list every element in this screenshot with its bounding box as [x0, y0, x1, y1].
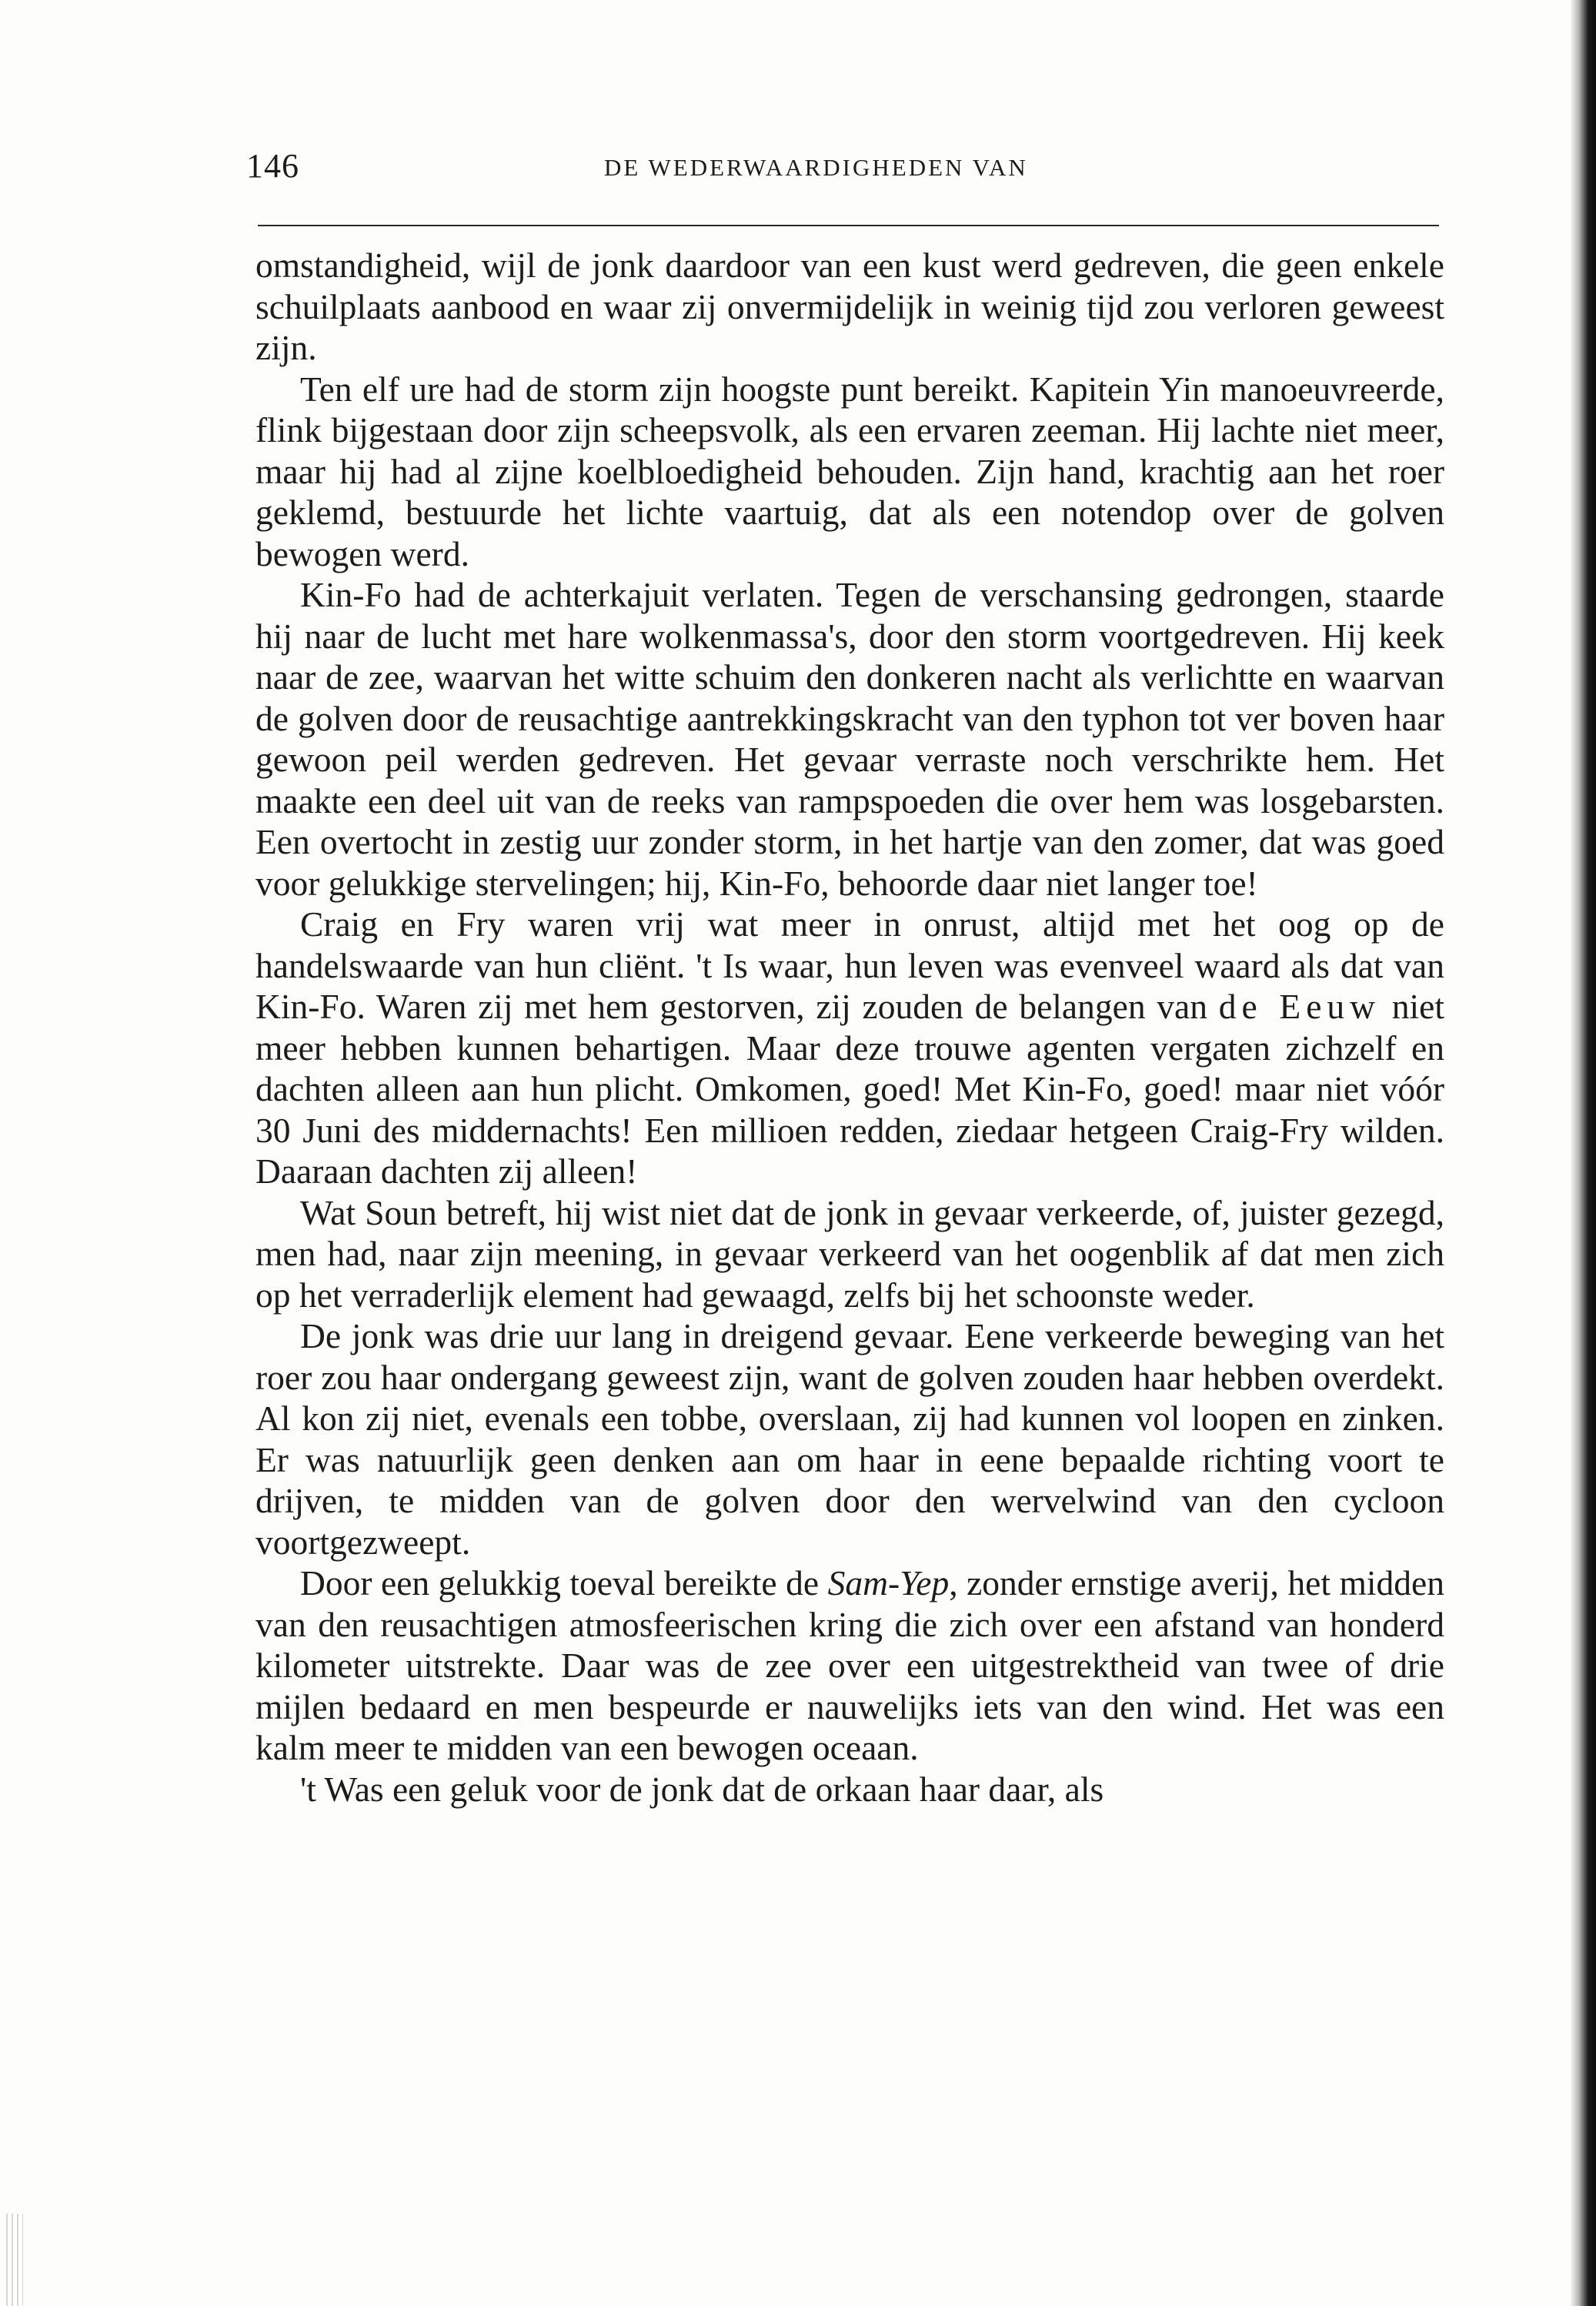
paragraph-text: Door een gelukkig toeval bereikte de — [300, 1563, 828, 1603]
paragraph: Wat Soun betreft, hij wist niet dat de jonk in gevaar verkeerde, of, juister gezegd, men had, naar zijn meening, in gevaar verkeerd van het oogenblik af dat men zich op het verraderlijk element had gewaagd, zelfs bij het schoonste weder. — [255, 1192, 1444, 1315]
scan-edge — [1570, 0, 1596, 2306]
paragraph — [255, 904, 1444, 1192]
scan-marks — [6, 2214, 23, 2306]
paragraph-text: , zonder ernstige averij, het midden van den reusachtigen atmosfeerischen kring die zich over een afstand van honderd kilometer uitstrekte. Daar was de zee over een uitgestrektheid van twee of drie mijlen bedaard en men bespeurde er nauwelijks iets van den wind. Het was een kalm meer te midden van een bewogen oceaan. — [255, 1563, 1444, 1767]
paragraph: 't Was een geluk voor de jonk dat de orkaan haar daar, als — [300, 1769, 1104, 1809]
running-title: DE WEDERWAARDIGHEDEN VAN — [604, 154, 1028, 181]
header-rule — [258, 225, 1439, 226]
paragraph-text: niet meer hebben kunnen behartigen. Maar deze trouwe agenten vergaten zichzelf en dachten alleen aan hun plicht. Omkomen, goed! Met Kin-Fo, goed! maar niet vóór 30 Juni des middernachts! Een millioen redden, ziedaar hetgeen Craig-Fry wilden. Daaraan dachten zij alleen! — [255, 987, 1444, 1191]
newspaper-name: de Eeuw — [1218, 987, 1381, 1026]
paragraph: omstandigheid, wijl de jonk daardoor van een kust werd gedreven, die geen enkele schuilplaats aanbood en waar zij onvermijdelijk in weinig tijd zou verloren geweest zijn. — [255, 246, 1444, 367]
paragraph — [255, 1562, 1444, 1769]
paragraph-text: Craig en Fry waren vrij wat meer in onrust, altijd met het oog op de handelswaarde van hun cliënt. 't Is waar, hun leven was evenveel waard als dat van Kin-Fo. Waren zij met hem gestorven, zij zouden de belangen van — [255, 904, 1444, 1026]
running-head — [246, 146, 1439, 192]
paragraph: De jonk was drie uur lang in dreigend gevaar. Eene verkeerde beweging van het roer zou haar ondergang geweest zijn, want de golven zouden haar hebben overdekt. Al kon zij niet, evenals een tobbe, overslaan, zij had kunnen vol loopen en zinken. Er was natuurlijk geen denken aan om haar in eene bepaalde richting voort te drijven, te midden van de golven door den wervelwind van den cycloon voortgezweept. — [255, 1316, 1444, 1562]
paragraph: Kin-Fo had de achterkajuit verlaten. Tegen de verschansing gedrongen, staarde hij naar de lucht met hare wolkenmassa's, door den storm voortgedreven. Hij keek naar de zee, waarvan het witte schuim den donkeren nacht als verlichtte en waarvan de golven door de reusachtige aantrekkingskracht van den typhon tot ver boven haar gewoon peil werden gedreven. Het gevaar verraste noch verschrikte hem. Het maakte een deel uit van de reeks van rampspoeden die over hem was losgebarsten. Een overtocht in zestig uur zonder storm, in het hartje van den zomer, dat was goed voor gelukkige stervelingen; hij, Kin-Fo, behoorde daar niet langer toe! — [255, 575, 1444, 903]
ship-name: Sam-Yep — [827, 1563, 950, 1603]
body-text — [255, 245, 1444, 1810]
page-number: 146 — [246, 147, 299, 185]
paragraph: Ten elf ure had de storm zijn hoogste punt bereikt. Kapitein Yin manoeuvreerde, flink bijgestaan door zijn scheepsvolk, als een ervaren zeeman. Hij lachte niet meer, maar hij had al zijne koelbloedigheid behouden. Zijn hand, krachtig aan het roer geklemd, bestuurde het lichte vaartuig, dat als een notendop over de golven bewogen werd. — [255, 369, 1444, 573]
